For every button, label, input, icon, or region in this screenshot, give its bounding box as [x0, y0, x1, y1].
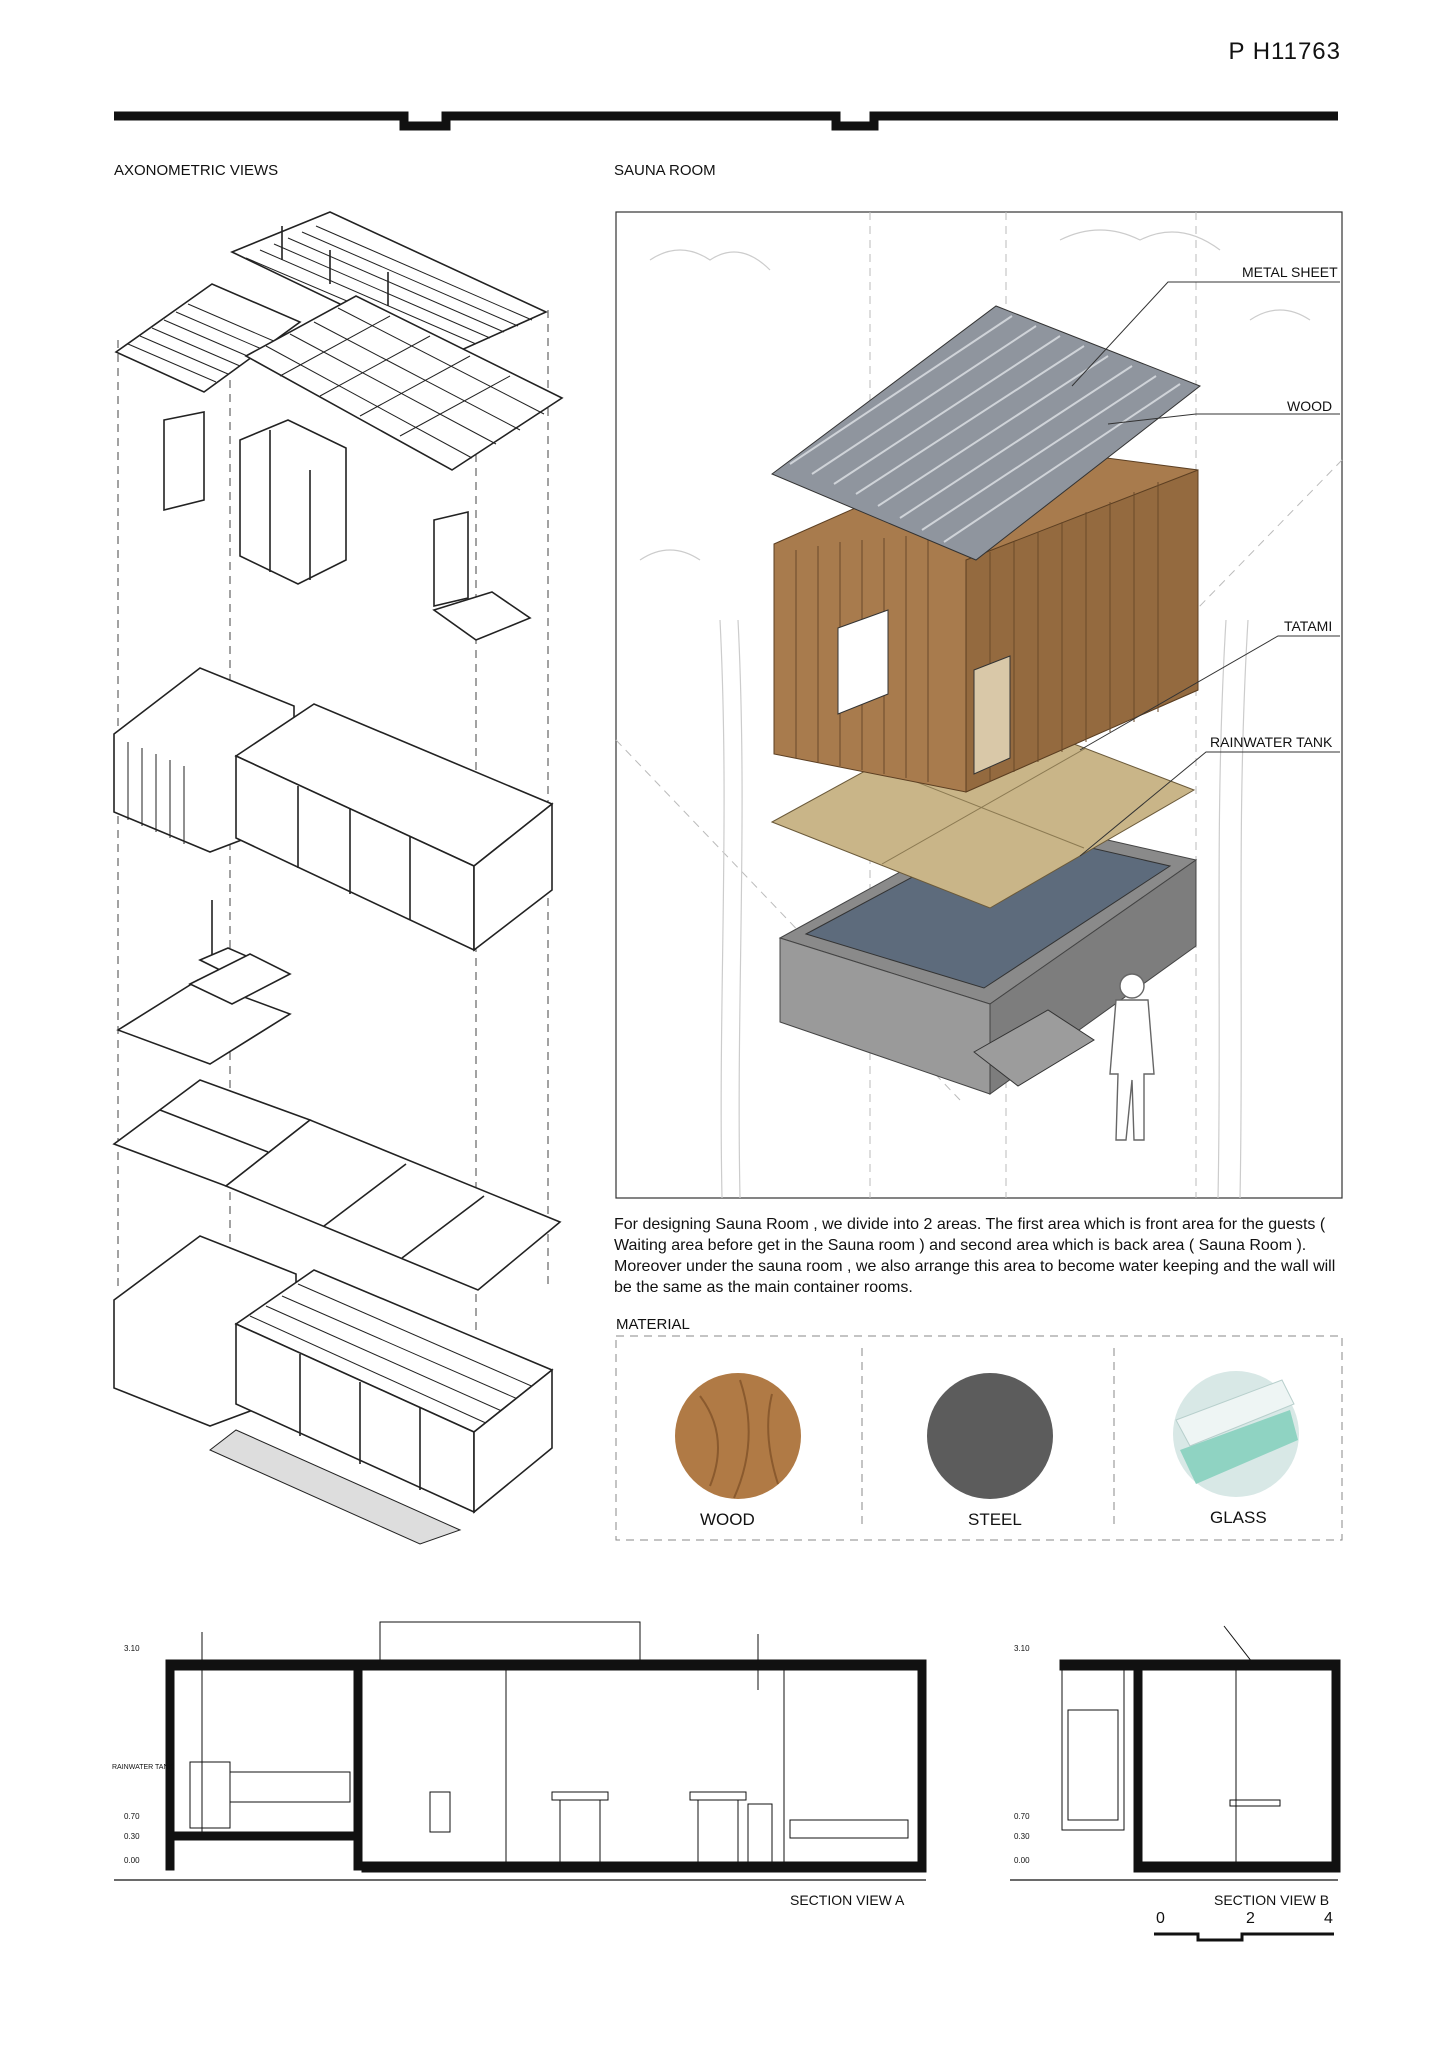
section-a-label: SECTION VIEW A [790, 1892, 905, 1908]
level-a-310: 3.10 [124, 1644, 140, 1653]
scale-0: 0 [1156, 1910, 1165, 1927]
sauna-description: For designing Sauna Room , we divide into 2 areas. The first area which is front area for the guests ( Waiting area before get in the Sauna room ) and second area which is back area ( Sauna Room ). Moreover under the sauna room , we also arrange this area to become water keeping and the wall will be the same as the main container rooms. [614, 1216, 1336, 1296]
level-b-030: 0.30 [1014, 1832, 1030, 1841]
material-steel-label: STEEL [968, 1510, 1022, 1529]
level-a-070: 0.70 [124, 1812, 140, 1821]
material-glass-label: GLASS [1210, 1508, 1267, 1527]
callout-tatami: TATAMI [1284, 618, 1333, 634]
sauna-title: SAUNA ROOM [614, 162, 716, 179]
scale-2: 2 [1246, 1910, 1255, 1927]
material-wood-label: WOOD [700, 1510, 755, 1529]
sheet-code: P H11763 [1228, 38, 1341, 65]
scale-4: 4 [1324, 1910, 1333, 1927]
callout-metal-sheet: METAL SHEET [1242, 264, 1338, 280]
callout-wood: WOOD [1287, 398, 1333, 414]
level-a-030: 0.30 [124, 1832, 140, 1841]
level-a-000: 0.00 [124, 1856, 140, 1865]
axonometric-title: AXONOMETRIC VIEWS [114, 162, 279, 179]
material-title: MATERIAL [616, 1316, 690, 1333]
level-b-000: 0.00 [1014, 1856, 1030, 1865]
section-b-label: SECTION VIEW B [1214, 1892, 1330, 1908]
callout-rainwater-tank: RAINWATER TANK [1210, 734, 1333, 750]
level-b-310: 3.10 [1014, 1644, 1030, 1653]
section-a-rainwater-label: RAINWATER TANK [112, 1764, 174, 1771]
level-b-070: 0.70 [1014, 1812, 1030, 1821]
